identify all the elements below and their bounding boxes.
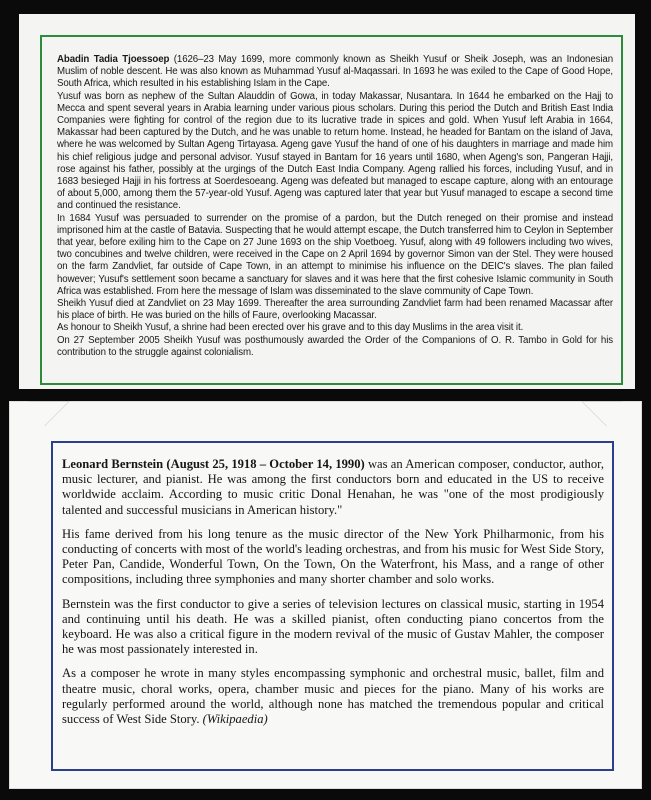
top-envelope-back (19, 14, 635, 389)
bernstein-source: (Wikipaedia) (202, 712, 268, 727)
sheikh-yusuf-text-box (40, 35, 623, 385)
bernstein-paragraph-1: His fame derived from his long tenure as the music director of the New York Philharmonic, from his conducting of concerts with most of the world's leading orchestras, and from his music for West Side Story, Peter Pan, Candide, Wonderful Town, On the Town, On the Waterfront, his Mass, and a range of other compositions, including three symphonies and many shorter chamber and solo works. (62, 526, 604, 587)
envelope-flap-right (581, 401, 647, 426)
sheikh-yusuf-intro-text: (1626–23 May 1699, more commonly known as Sheikh Yusuf or Sheik Joseph, was an Indonesian Muslim of noble descent. He was also known as Muhammad Yusuf al-Maqassari. In 1693 he was exiled to the Cape of Good Hope, South Africa, which resulted in his establishing Islam in the Cape. (57, 54, 613, 90)
bernstein-intro-text: was an American composer, conductor, author, music lecturer, and pianist. He was among the first conductors born and educated in the US to receive worldwide acclaim. According to music critic Donal Henahan, he was "one of the most prodigiously talented and successful musicians in American history." (62, 457, 604, 517)
sheikh-yusuf-paragraph-3: Sheikh Yusuf died at Zandvliet on 23 May 1699. Thereafter the area surrounding Zandvliet farm had been renamed Macassar after his place of birth. He was buried on the hills of Faure, overlooking Macassar. (57, 298, 613, 322)
bernstein-text-box (51, 441, 614, 771)
bernstein-paragraph-2: Bernstein was the first conductor to give a series of television lectures on classical music, starting in 1954 and continuing until his death. He was a skilled pianist, often conducting piano concertos from the keyboard. He was also a critical figure in the modern revival of the music of Gustav Mahler, the composer he was most passionately interested in. (62, 596, 604, 657)
bottom-envelope-back (9, 401, 642, 789)
sheikh-yusuf-paragraph-5: On 27 September 2005 Sheikh Yusuf was posthumously awarded the Order of the Companions of O. R. Tambo in Gold for his contribution to the struggle against colonialism. (57, 334, 613, 358)
bernstein-paragraph-3 (62, 666, 604, 727)
sheikh-yusuf-paragraph-1: Yusuf was born as nephew of the Sultan Alauddin of Gowa, in today Makassar, Nusantara. In 1644 he embarked on the Hajj to Mecca and spent several years in Arabia learning under various pious scholars. During this period the Dutch and British East India Companies were fighting for control of the region due to its lucrative trade in spices and gold. When Yusuf left Arabia in 1664, Makassar had been captured by the Dutch, and he was unable to return home. Instead, he headed for Bantam on the island of Java, where he was welcomed by Sultan Ageng Tirtayasa. Ageng gave Yusuf the hand of one of his daughters in marriage and made him his chief religious judge and personal advisor. Yusuf stayed in Bantam for 16 years until 1680, when Ageng's son, Pangeran Hajji, rose against his father, possibly at the urgings of the Dutch East India Company. Ageng rallied his forces, including Yusuf, and in 1683 besieged Hajji in his fortress at Soerdesoeang. Ageng was defeated but managed to escape capture, along with an entourage of about 5,000, among them the 57-year-old Yusuf. Ageng was captured later that year but Yusuf managed to escape a second time and continued the resistance. (57, 90, 613, 212)
sheikh-yusuf-paragraph-2: In 1684 Yusuf was persuaded to surrender on the promise of a pardon, but the Dutch reneged on their promise and instead imprisoned him at the castle of Batavia. Suspecting that he would attempt escape, the Dutch transferred him to Ceylon in September that year, before exiling him to the Cape on 27 June 1693 on the ship Voetboeg. Yusuf, along with 49 followers including two wives, two concubines and twelve children, were received in the Cape on 2 April 1694 by governor Simon van der Stel. They were housed on the farm Zandvliet, far outside of Cape Town, in an attempt to minimise his influence on the DEIC's slaves. The plan failed however; Yusuf's settlement soon became a sanctuary for slaves and it was here that the first cohesive Islamic community in South Africa was established. From here the message of Islam was disseminated to the slave community of Cape Town. (57, 212, 613, 297)
sheikh-yusuf-paragraph-4: As honour to Sheikh Yusuf, a shrine had been erected over his grave and to this day Muslims in the area visit it. (57, 322, 524, 334)
sheikh-yusuf-intro-paragraph (57, 54, 613, 91)
envelope-flap-left (4, 401, 70, 426)
bernstein-intro-paragraph (62, 457, 604, 518)
sheikh-yusuf-name: Abadin Tadia Tjoessoep (57, 54, 170, 65)
bernstein-heading: Leonard Bernstein (August 25, 1918 – October 14, 1990) (62, 457, 365, 471)
bernstein-final-text: As a composer he wrote in many styles encompassing symphonic and orchestral music, ballet, film and theatre music, choral works, opera, chamber music and pieces for the piano. Many of his works are regularly performed around the world, although none has matched the tremendous popular and critical success of West Side Story. (62, 666, 604, 727)
